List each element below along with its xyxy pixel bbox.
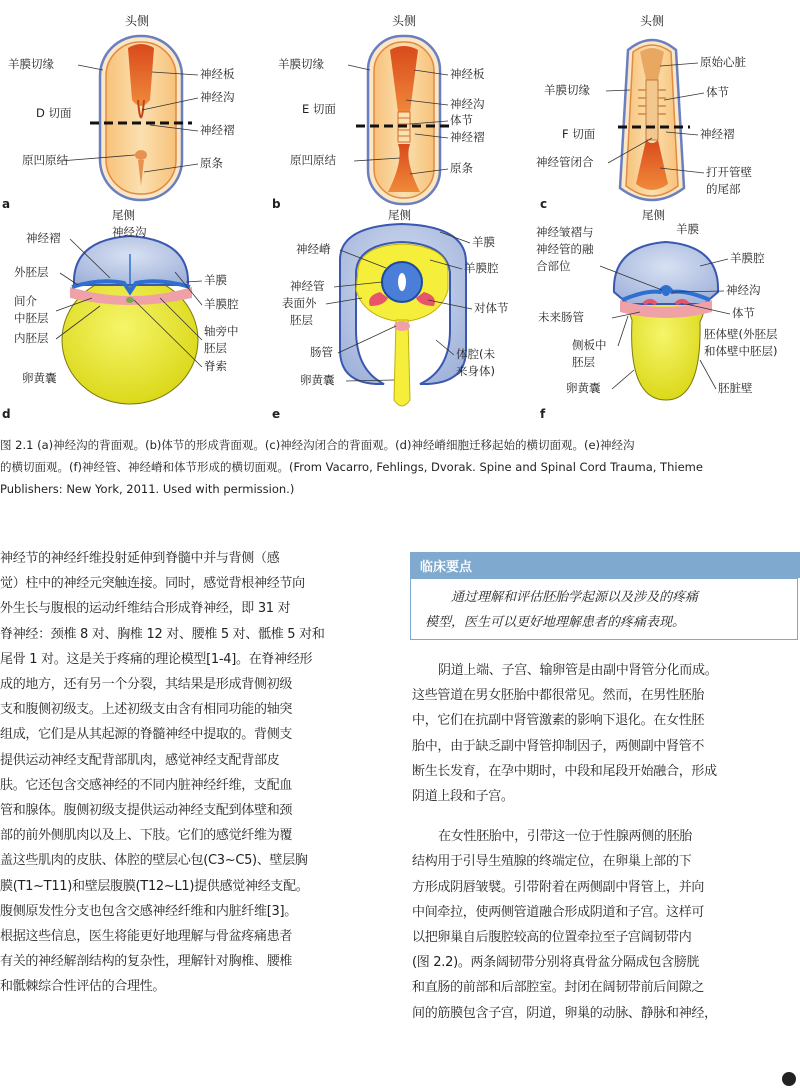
label-b-l2: E 切面 — [302, 102, 336, 116]
label-e-r1: 羊膜 — [472, 235, 495, 249]
right-para1-line: 阴道上端、子宫、输卵管是由副中肾管分化而成。 — [438, 663, 718, 678]
label-d-r3: 轴旁中 — [204, 324, 239, 338]
notochord — [126, 297, 134, 303]
label-e-l2: 神经管 — [290, 279, 325, 293]
paragraph-vagina-uterus — [412, 658, 800, 809]
label-c-r5: 的尾部 — [706, 182, 741, 196]
panel-letter-b: b — [272, 197, 281, 211]
clinical-points-header — [410, 552, 800, 578]
panel-letter-e: e — [272, 407, 281, 421]
amniotic-cavity — [74, 236, 188, 285]
right-para2-line: 间的筋膜包含子宫，阴道，卵巢的动脉、静脉和神经， — [412, 1005, 717, 1021]
left-column-line: 根据这些信息，医生将能更好地理解与骨盆疼痛患者 — [0, 929, 293, 945]
label-e-l1: 神经嵴 — [296, 242, 331, 256]
label-a-r2: 神经沟 — [200, 90, 235, 104]
primitive-node — [135, 150, 147, 160]
panel-a — [2, 13, 235, 211]
page-corner-marker — [782, 1072, 796, 1086]
neural-canal — [398, 273, 406, 291]
neural-tube — [646, 80, 658, 140]
label-d-l2: 外胚层 — [14, 265, 49, 279]
label-e-r4: 体腔(未 — [456, 347, 495, 361]
label-f-l1: 神经皱褶与 — [536, 225, 594, 239]
label-f-r1: 羊膜腔 — [730, 251, 765, 265]
label-c-top: 头侧 — [640, 14, 665, 28]
label-f-r6: 胚脏壁 — [718, 381, 753, 395]
left-column-line: 盖这些肌肉的皮肤、体腔的壁层心包(C3~C5)、壁层胸 — [0, 853, 308, 869]
label-e-l3: 表面外 — [282, 296, 317, 310]
right-para1-line: 阴道上段和子宫。 — [412, 789, 514, 805]
clinical-line-2: 模型，医生可以更好地理解患者的疼痛表现。 — [425, 615, 686, 630]
right-para1-line: 这些管道在男女胚胎中都很常见。然而，在男性胚胎 — [412, 688, 705, 704]
right-para2-line: 和直肠的前部和后部腔室。封闭在阔韧带前后间隙之 — [412, 980, 705, 996]
label-b-r3: 体节 — [450, 113, 473, 127]
left-column-line: 管和腺体。腹侧初级支提供运动神经支配到体壁和颈 — [0, 803, 293, 819]
label-a-top: 头侧 — [125, 14, 150, 28]
label-d-topsub: 神经沟 — [112, 225, 147, 239]
label-e-l5: 肠管 — [310, 345, 333, 359]
panel-letter-a: a — [2, 197, 11, 211]
left-column-line: 肤。它还包含交感神经的不同内脏神经纤维，支配血 — [0, 777, 293, 793]
label-c-r3: 神经褶 — [700, 127, 735, 141]
label-b-r2: 神经沟 — [450, 97, 485, 111]
label-d-r5: 脊索 — [204, 359, 227, 373]
label-e-l4: 胚层 — [290, 313, 313, 327]
label-a-l1: 羊膜切缘 — [8, 57, 54, 71]
label-a-r3: 神经褶 — [200, 123, 235, 137]
caption-line-1: 图 2.1 (a)神经沟的背面观。(b)体节的形成背面观。(c)神经沟闭合的背面观。(d)神经嵴细胞迁移起始的横切面观。(e)神经沟 — [0, 438, 635, 452]
label-f-l4: 未来肠管 — [538, 310, 584, 324]
label-c-r1: 原始心脏 — [700, 55, 746, 69]
clinical-line-1: 通过理解和评估胚胎学起源以及涉及的疼痛 — [451, 590, 699, 605]
left-column-line: 有关的神经解剖结构的复杂性，理解针对胸椎、腰椎 — [0, 954, 293, 970]
label-c-r4: 打开管壁 — [706, 165, 752, 179]
label-b-r4: 神经褶 — [450, 130, 485, 144]
panel-letter-c: c — [540, 197, 548, 211]
label-b-l3: 原凹原结 — [290, 153, 336, 167]
label-c-l3: 神经管闭合 — [536, 155, 594, 169]
right-para1-line: 断生长发育，在孕中期时，中段和尾段开始融合，形成 — [412, 763, 717, 779]
left-column-line: 支和腹侧初级支。上述初级支由含有相同功能的轴突 — [0, 702, 293, 718]
label-d-l1: 神经褶 — [26, 231, 61, 245]
clinical-points-box — [410, 578, 798, 640]
fusion-site — [662, 288, 670, 296]
yolk-stalk — [394, 320, 410, 406]
label-a-r4: 原条 — [200, 156, 223, 170]
right-para2-line: 中间牵拉，使两侧管道融合形成阴道和子宫。这样可 — [412, 904, 705, 920]
figure-caption — [0, 434, 800, 500]
label-e-l6: 卵黄囊 — [300, 373, 335, 387]
panel-letter-d: d — [2, 407, 11, 421]
label-b-r5: 原条 — [450, 161, 473, 175]
panel-b — [272, 13, 485, 211]
label-d-r4: 胚层 — [204, 341, 227, 355]
label-a-r1: 神经板 — [200, 67, 235, 81]
panel-letter-f: f — [540, 407, 546, 421]
label-f-l2: 神经管的融 — [536, 242, 594, 256]
label-e-r3: 对体节 — [474, 301, 509, 315]
right-para2-line: 在女性胚胎中，引带这一位于性腺两侧的胚胎 — [438, 829, 693, 845]
right-para2-line: 以把卵巢自后腹腔较高的位置牵拉至子宫阔韧带内 — [412, 930, 692, 946]
label-d-r1: 羊膜 — [204, 273, 227, 287]
right-para2-line: 结构用于引导生殖腺的终端定位，在卵巢上部的下 — [412, 854, 692, 870]
left-column-line: 组成，它们是从其起源的脊髓神经中提取的。背侧支 — [0, 727, 293, 743]
left-column-line: 觉）柱中的神经元突触连接。同时，感觉背根神经节向 — [0, 576, 305, 592]
panel-f — [536, 208, 778, 421]
right-column-text — [412, 658, 800, 1026]
left-column-line: 膜(T1~T11)和壁层腹膜(T12~L1)提供感觉神经支配。 — [0, 878, 309, 894]
panel-d — [2, 208, 239, 421]
left-column-line: 和骶棘综合性评估的合理性。 — [0, 979, 166, 995]
label-e-r5: 来身体) — [456, 364, 495, 378]
right-para1-line: 中，它们在抗副中肾管激素的影响下退化。在女性胚 — [412, 713, 705, 729]
right-para2-line: (图 2.2)。两条阔韧带分别将真骨盆分隔成包含膀胱 — [412, 955, 700, 971]
label-f-l7: 卵黄囊 — [566, 381, 601, 395]
label-d-l6: 卵黄囊 — [22, 371, 57, 385]
label-f-l3: 合部位 — [536, 259, 571, 273]
label-c-l1: 羊膜切缘 — [544, 83, 590, 97]
left-column-line: 提供运动神经支配背部肌肉，感觉神经支配背部皮 — [0, 752, 280, 768]
label-d-l5: 内胚层 — [14, 331, 49, 345]
label-e-top: 尾侧 — [388, 208, 411, 222]
left-column-line: 尾骨 1 对。这是关于疼痛的理论模型[1-4]。在脊神经形 — [0, 651, 313, 667]
label-b-top: 头侧 — [392, 14, 417, 28]
label-b-l1: 羊膜切缘 — [278, 57, 324, 71]
paragraph-gubernaculum — [412, 824, 800, 1026]
label-d-l3: 间介 — [14, 294, 37, 308]
caption-line-3: Publishers: New York, 2011. Used with permission.) — [0, 482, 295, 496]
left-column-line: 腹侧原发性分支也包含交感神经纤维和内脏纤维[3]。 — [0, 903, 297, 919]
left-column-line: 外生长与腹根的运动纤维结合形成脊神经，即 31 对 — [0, 601, 291, 617]
label-f-r4: 胚体壁(外胚层 — [704, 327, 778, 341]
label-f-topsub: 羊膜 — [676, 222, 699, 236]
right-para1-line: 胎中，由于缺乏副中肾管抑制因子，两侧副中肾管不 — [412, 738, 705, 754]
label-d-top: 尾侧 — [112, 208, 135, 222]
label-e-r2: 羊膜腔 — [464, 261, 499, 275]
left-column-line: 神经节的神经纤维投射延伸到脊髓中并与背侧（感 — [0, 551, 280, 566]
label-f-l6: 胚层 — [572, 355, 595, 369]
clinical-points-text — [425, 585, 795, 635]
label-d-r2: 羊膜腔 — [204, 297, 239, 311]
label-f-r3: 体节 — [732, 306, 755, 320]
label-c-l2: F 切面 — [562, 127, 596, 141]
left-column-line: 部的前外侧肌肉以及上、下肢。它们的感觉纤维为覆 — [0, 828, 293, 844]
left-column-text — [0, 546, 388, 1000]
label-f-r5: 和体壁中胚层) — [704, 344, 778, 358]
left-column-line: 脊神经：颈椎 8 对、胸椎 12 对、腰椎 5 对、骶椎 5 对和 — [0, 626, 325, 642]
gut-tube — [394, 321, 410, 331]
clinical-points-title: 临床要点 — [420, 560, 473, 575]
figure-2-1 — [0, 0, 800, 430]
label-f-l5: 侧板中 — [572, 338, 607, 352]
panel-c — [536, 13, 752, 211]
label-f-top: 尾侧 — [642, 208, 665, 222]
left-column-line: 成的地方，还有另一个分裂，其结果是形成背侧初级 — [0, 677, 293, 693]
label-a-l3: 原凹原结 — [22, 153, 68, 167]
label-c-r2: 体节 — [706, 85, 729, 99]
panel-e — [272, 208, 509, 421]
label-d-l4: 中胚层 — [14, 311, 49, 325]
label-a-l2: D 切面 — [36, 106, 72, 120]
right-para2-line: 方形成阴唇皱襞。引带附着在两侧副中肾管上，并向 — [412, 879, 705, 895]
label-f-r2: 神经沟 — [726, 283, 761, 297]
neural-plate — [128, 44, 154, 106]
caption-line-2: 的横切面观。(f)神经管、神经嵴和体节形成的横切面观。(From Vacarro, Fehlings, Dvorak. Spine and Spinal Cord Trauma, Thieme — [0, 460, 703, 474]
label-b-r1: 神经板 — [450, 67, 485, 81]
